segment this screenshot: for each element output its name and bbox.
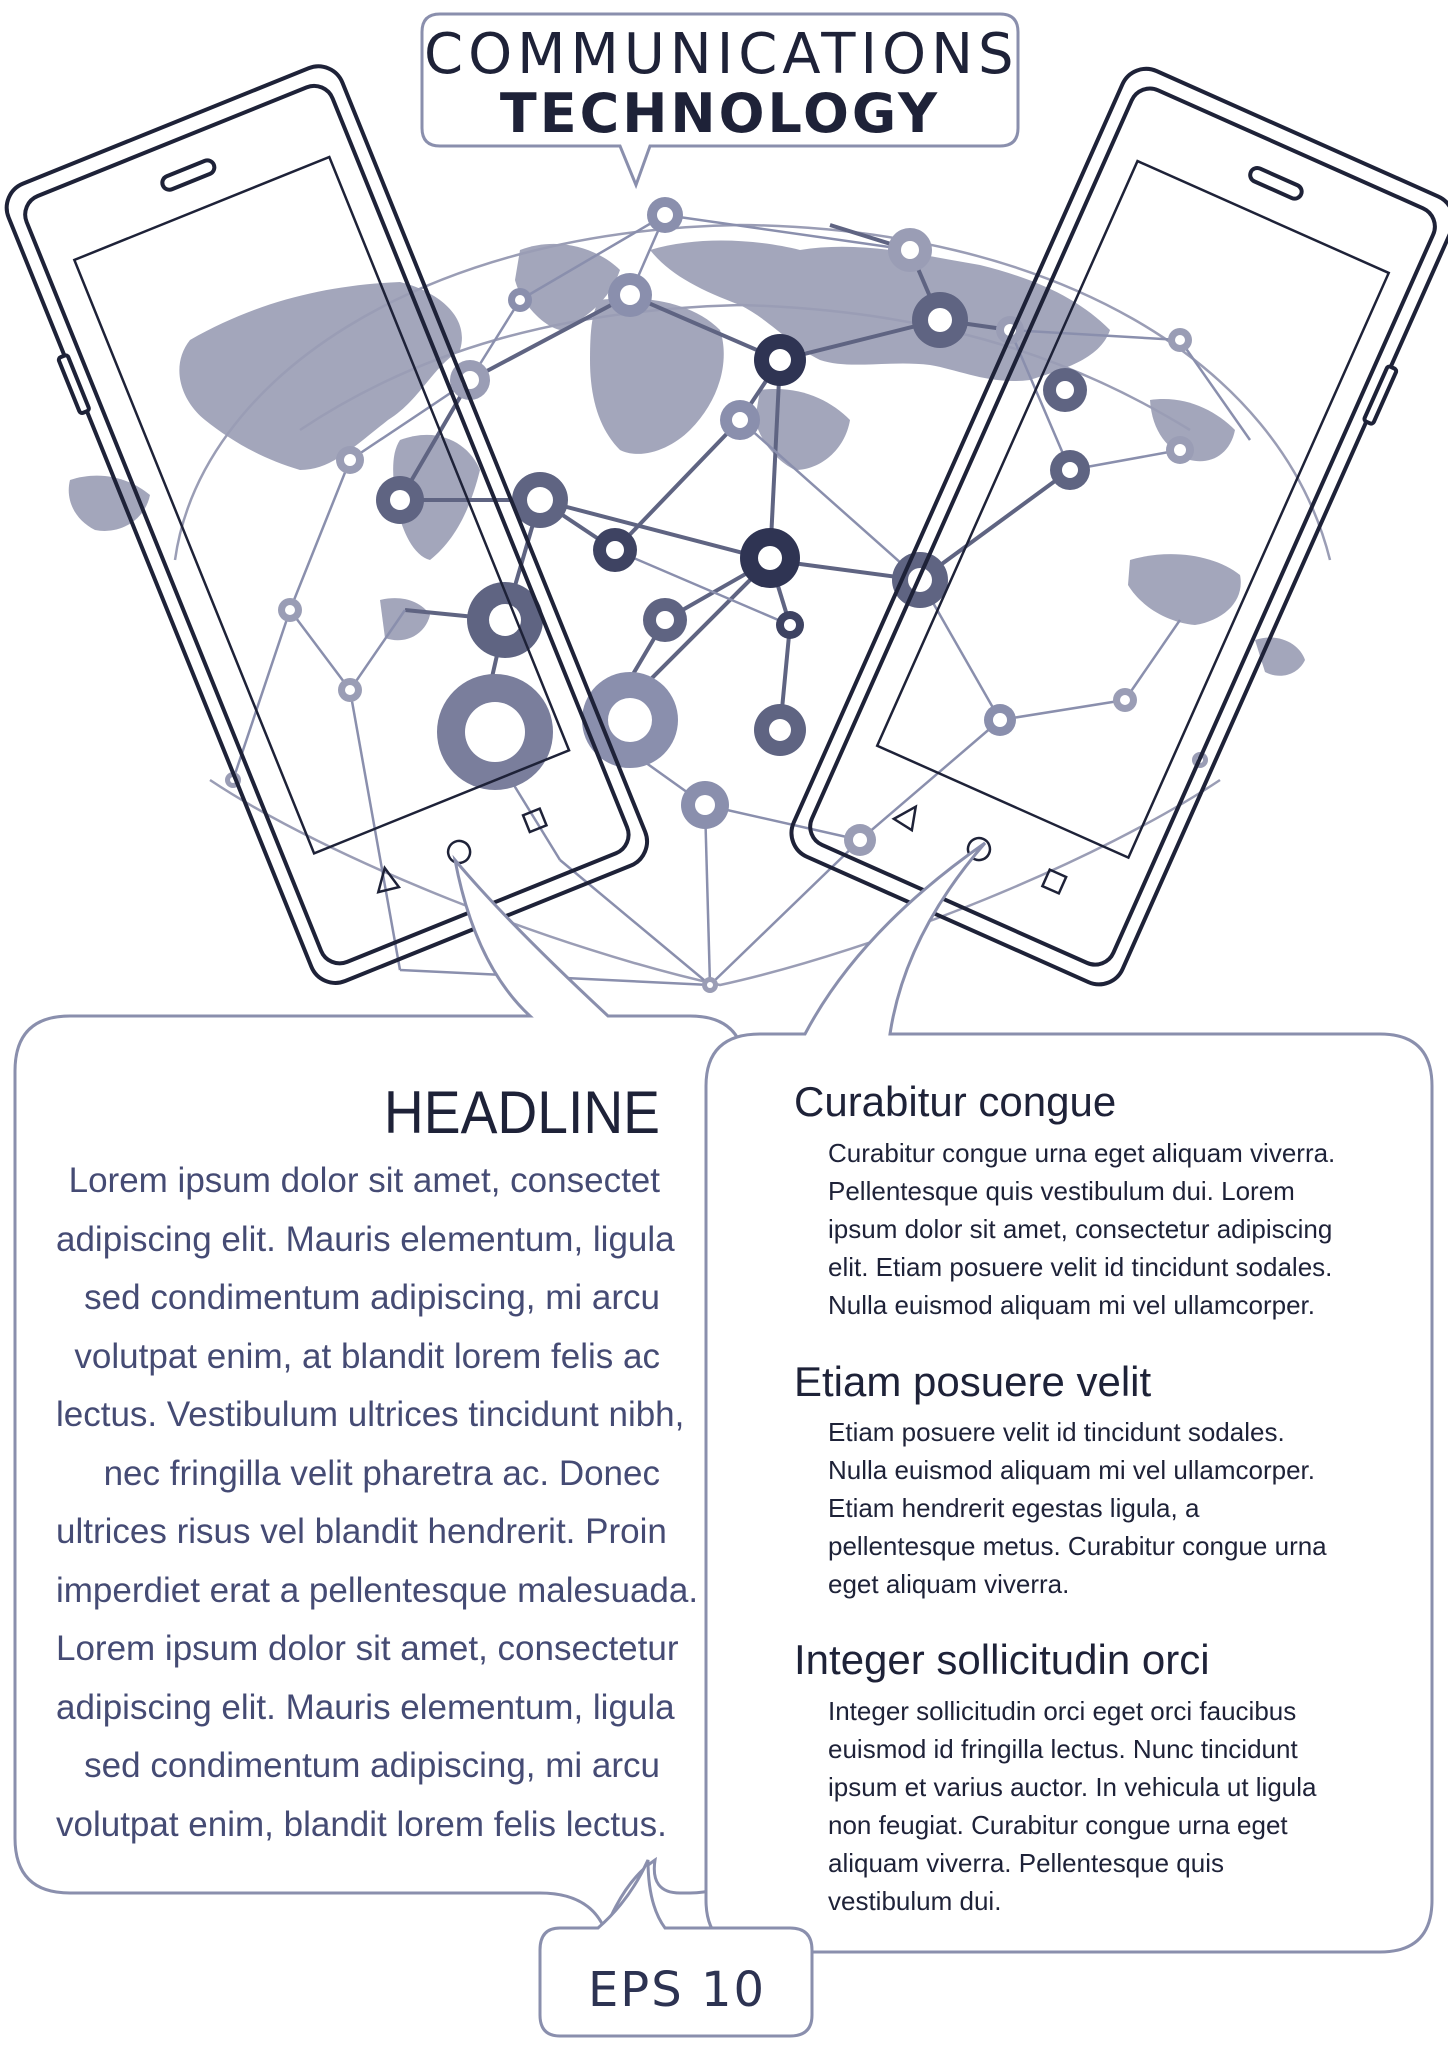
section-line: elit. Etiam posuere velit id tincidunt sodales. xyxy=(828,1252,1333,1282)
section-title: Etiam posuere velit xyxy=(794,1358,1152,1405)
section-body xyxy=(828,1134,1428,1324)
section-line: vestibulum dui. xyxy=(828,1886,1002,1916)
section-title: Integer sollicitudin orci xyxy=(794,1636,1210,1683)
section-body xyxy=(828,1413,1428,1603)
body-line: imperdiet erat a pellentesque malesuada. xyxy=(56,1570,699,1610)
section-line: ipsum et varius auctor. In vehicula ut ligula xyxy=(828,1772,1317,1802)
section-line: eget aliquam viverra. xyxy=(828,1569,1070,1599)
body-line: lectus. Vestibulum ultrices tincidunt nibh, xyxy=(56,1395,685,1434)
section-line: aliquam viverra. Pellentesque quis xyxy=(828,1848,1224,1878)
section-line: Nulla euismod aliquam mi vel ullamcorper. xyxy=(828,1290,1315,1320)
section-line: ipsum dolor sit amet, consectetur adipiscing xyxy=(828,1214,1333,1244)
headline: HEADLINE xyxy=(383,1079,660,1146)
section-line: Integer sollicitudin orci eget orci faucibus xyxy=(828,1696,1297,1726)
banner-title-line2: TECHNOLOGY xyxy=(499,82,941,145)
body-line: ultrices risus vel blandit hendrerit. Proin xyxy=(56,1512,667,1551)
eps-badge: EPS 10 xyxy=(587,1962,767,2018)
banner-title-line1: COMMUNICATIONS xyxy=(424,22,1019,87)
nav-home-circle-icon xyxy=(445,838,474,867)
nav-back-triangle-icon xyxy=(893,801,922,831)
section-line: Etiam posuere velit id tincidunt sodales. xyxy=(828,1417,1285,1447)
section-line: Curabitur congue urna eget aliquam viverra. xyxy=(828,1138,1336,1168)
body-line: adipiscing elit. Mauris elementum, ligula xyxy=(56,1219,675,1259)
section-line: Pellentesque quis vestibulum dui. Lorem xyxy=(828,1176,1295,1206)
body-line: Lorem ipsum dolor sit amet, consectetur xyxy=(56,1629,679,1668)
section-line: non feugiat. Curabitur congue urna eget xyxy=(828,1810,1288,1840)
body-line: nec fringilla velit pharetra ac. Donec xyxy=(103,1453,660,1493)
section-line: euismod id fringilla lectus. Nunc tincidunt xyxy=(828,1734,1298,1764)
world-map-icon xyxy=(69,241,1305,676)
smartphone-icon xyxy=(783,61,1448,996)
section-line: pellentesque metus. Curabitur congue urna xyxy=(828,1531,1327,1561)
body-line: sed condimentum adipiscing, mi arcu xyxy=(84,1278,660,1317)
section-title: Curabitur congue xyxy=(794,1078,1117,1125)
section-line: Nulla euismod aliquam mi vel ullamcorper. xyxy=(828,1455,1315,1485)
body-line: Lorem ipsum dolor sit amet, consectet xyxy=(68,1161,660,1200)
body-line: sed condimentum adipiscing, mi arcu xyxy=(84,1746,660,1785)
body-line: volutpat enim, at blandit lorem felis ac xyxy=(74,1336,660,1376)
section-line: Etiam hendrerit egestas ligula, a xyxy=(828,1493,1200,1523)
section-body xyxy=(828,1692,1428,1920)
left-body-text xyxy=(56,1152,699,1854)
body-line: volutpat enim, blandit lorem felis lectus. xyxy=(56,1804,667,1844)
body-line: adipiscing elit. Mauris elementum, ligula xyxy=(56,1687,675,1727)
